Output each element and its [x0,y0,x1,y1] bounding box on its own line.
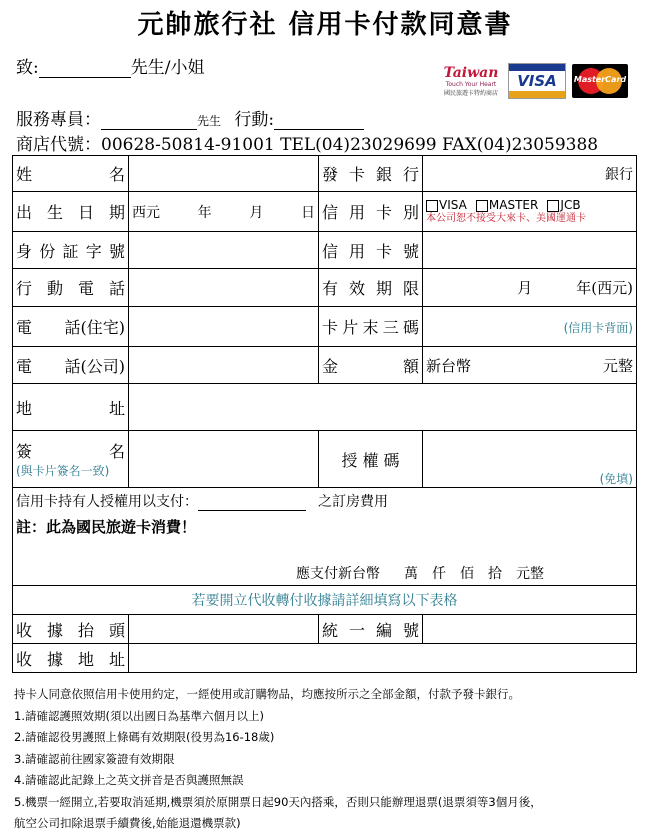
merchant-line: 商店代號：00628-50814-91001 TEL(04)23029699 FAX(04)23059388 [16,135,599,155]
visa-logo-text: VISA [517,72,557,90]
mobile-label: 行動: [234,110,275,130]
master-checkbox[interactable]: MASTER [476,198,538,212]
mastercard-logo [572,64,628,98]
auth-code-field[interactable] [423,431,637,488]
card-number-field[interactable] [423,232,637,269]
service-blank[interactable] [101,113,197,130]
card-type-label: 信 用 卡 別 [319,192,423,232]
receipt-header [13,586,637,615]
amount-field[interactable] [423,347,637,384]
auth-code-note: (免填) [599,472,633,486]
card-number-label: 信 用 卡 號 [319,232,423,269]
mobile-blank[interactable] [274,113,364,130]
taiwan-logo-slogan: Touch Your Heart [445,81,497,88]
receipt-header-text: 若要開立代收轉付收據請詳細填寫以下表格 [191,593,458,609]
auth-code-label: 授 權 碼 [319,431,423,488]
birth-era: 西元 [132,204,160,221]
unit-yuan: 元整 [516,566,544,582]
id-field[interactable] [129,232,319,269]
birth-field[interactable] [129,192,319,232]
amount-prefix: 新台幣 [426,356,472,375]
authorization-blank[interactable] [198,496,306,511]
card-type-note: 本公司恕不接受大來卡、美國運通卡 [426,213,586,224]
signature-field[interactable] [129,431,319,488]
jcb-checkbox[interactable]: JCB [547,198,580,212]
home-phone-label: 電 話(住宅) [13,307,129,347]
amount-label: 金 額 [319,347,423,384]
bank-suffix: 銀行 [605,166,633,183]
receipt-address-field[interactable] [129,644,637,673]
birth-label: 出 生 日 期 [13,192,129,232]
authorization-text: 信用卡持有人授權用以支付： [16,494,198,510]
payment-form-table [12,155,637,673]
taiwan-travel-card-logo [440,59,502,103]
to-label: 致: [16,58,39,78]
amount-suffix: 元整 [602,356,633,375]
travel-card-notice: 註：此為國民旅遊卡消費！ [16,518,197,536]
service-suffix: 先生 [197,114,222,128]
footer-note-5: 5.機票一經開立,若要取消延期,機票須於原開票日起90天內搭乘，否則只能辦理退票(退票須等3個月後， [14,794,542,809]
to-suffix: 先生/小姐 [130,58,205,78]
card-logos [440,58,628,104]
receipt-title-field[interactable] [129,615,319,644]
visa-checkbox[interactable]: VISA [426,198,467,212]
payment-amount-line [296,563,633,583]
mobile-phone-field[interactable] [129,269,319,307]
visa-logo [508,63,566,99]
address-label: 地 址 [13,384,129,431]
taiwan-logo-text: Taiwan [443,65,499,81]
tax-id-label: 統 一 編 號 [319,615,423,644]
payment-amount-label: 應支付新台幣 [296,566,380,582]
signature-label: 簽 名 (與卡片簽名一致) [13,431,129,488]
to-line [16,53,204,78]
authorization-block [13,488,637,586]
to-blank[interactable] [39,61,131,78]
expiry-label: 有 效 期 限 [319,269,423,307]
footer-note-4: 4.請確認此記錄上之英文拼音是否與護照無誤 [14,773,244,787]
card-type-field [423,192,637,232]
expiry-field[interactable] [423,269,637,307]
unit-shi: 拾 [488,566,502,582]
receipt-title-label: 收 據 抬 頭 [13,615,129,644]
authorization-suffix: 之訂房費用 [318,494,388,510]
name-label: 姓 名 [13,156,129,192]
birth-month: 月 [249,204,264,221]
bank-label: 發 卡 銀 行 [319,156,423,192]
expiry-year: 年(西元) [576,279,633,297]
id-label: 身 份 証 字 號 [13,232,129,269]
last3-note: (信用卡背面) [563,321,633,335]
receipt-address-label: 收 據 地 址 [13,644,129,673]
unit-wan: 萬 [404,566,418,582]
unit-qian: 仟 [432,566,446,582]
office-phone-field[interactable] [129,347,319,384]
office-phone-label: 電 話(公司) [13,347,129,384]
tax-id-field[interactable] [423,615,637,644]
authorization-line [16,491,633,511]
last3-field[interactable] [423,307,637,347]
unit-bai: 佰 [460,566,474,582]
service-label: 服務專員： [16,110,101,130]
footer-agreement: 持卡人同意依照信用卡使用約定，一經使用或訂購物品，均應按所示之全部金額，付款予發卡銀行。 [14,687,520,701]
footer-note-3: 3.請確認前往國家簽證有效期限 [14,751,175,766]
signature-note: (與卡片簽名一致) [16,464,110,478]
expiry-month: 月 [517,279,533,297]
mobile-phone-label: 行 動 電 話 [13,269,129,307]
footer-notes [14,684,644,835]
mastercard-logo-text: MasterCard [573,75,627,84]
birth-year: 年 [197,204,212,221]
service-line [16,105,364,130]
address-field[interactable] [129,384,637,431]
name-field[interactable] [129,156,319,192]
home-phone-field[interactable] [129,307,319,347]
footer-note-2: 2.請確認役男護照上條碼有效期限(役男為16-18歲) [14,730,275,744]
document-title: 元帥旅行社 信用卡付款同意書 [137,10,513,40]
footer-note-5-cont: 航空公司扣除退票手續費後,始能退還機票款) [14,816,241,830]
footer-note-1: 1.請確認護照效期(須以出國日為基準六個月以上) [14,708,264,723]
birth-day: 日 [300,204,315,221]
last3-label: 卡 片 末 三 碼 [319,307,423,347]
bank-field[interactable] [423,156,637,192]
taiwan-logo-caption: 國民旅遊卡特約商店 [443,90,498,97]
